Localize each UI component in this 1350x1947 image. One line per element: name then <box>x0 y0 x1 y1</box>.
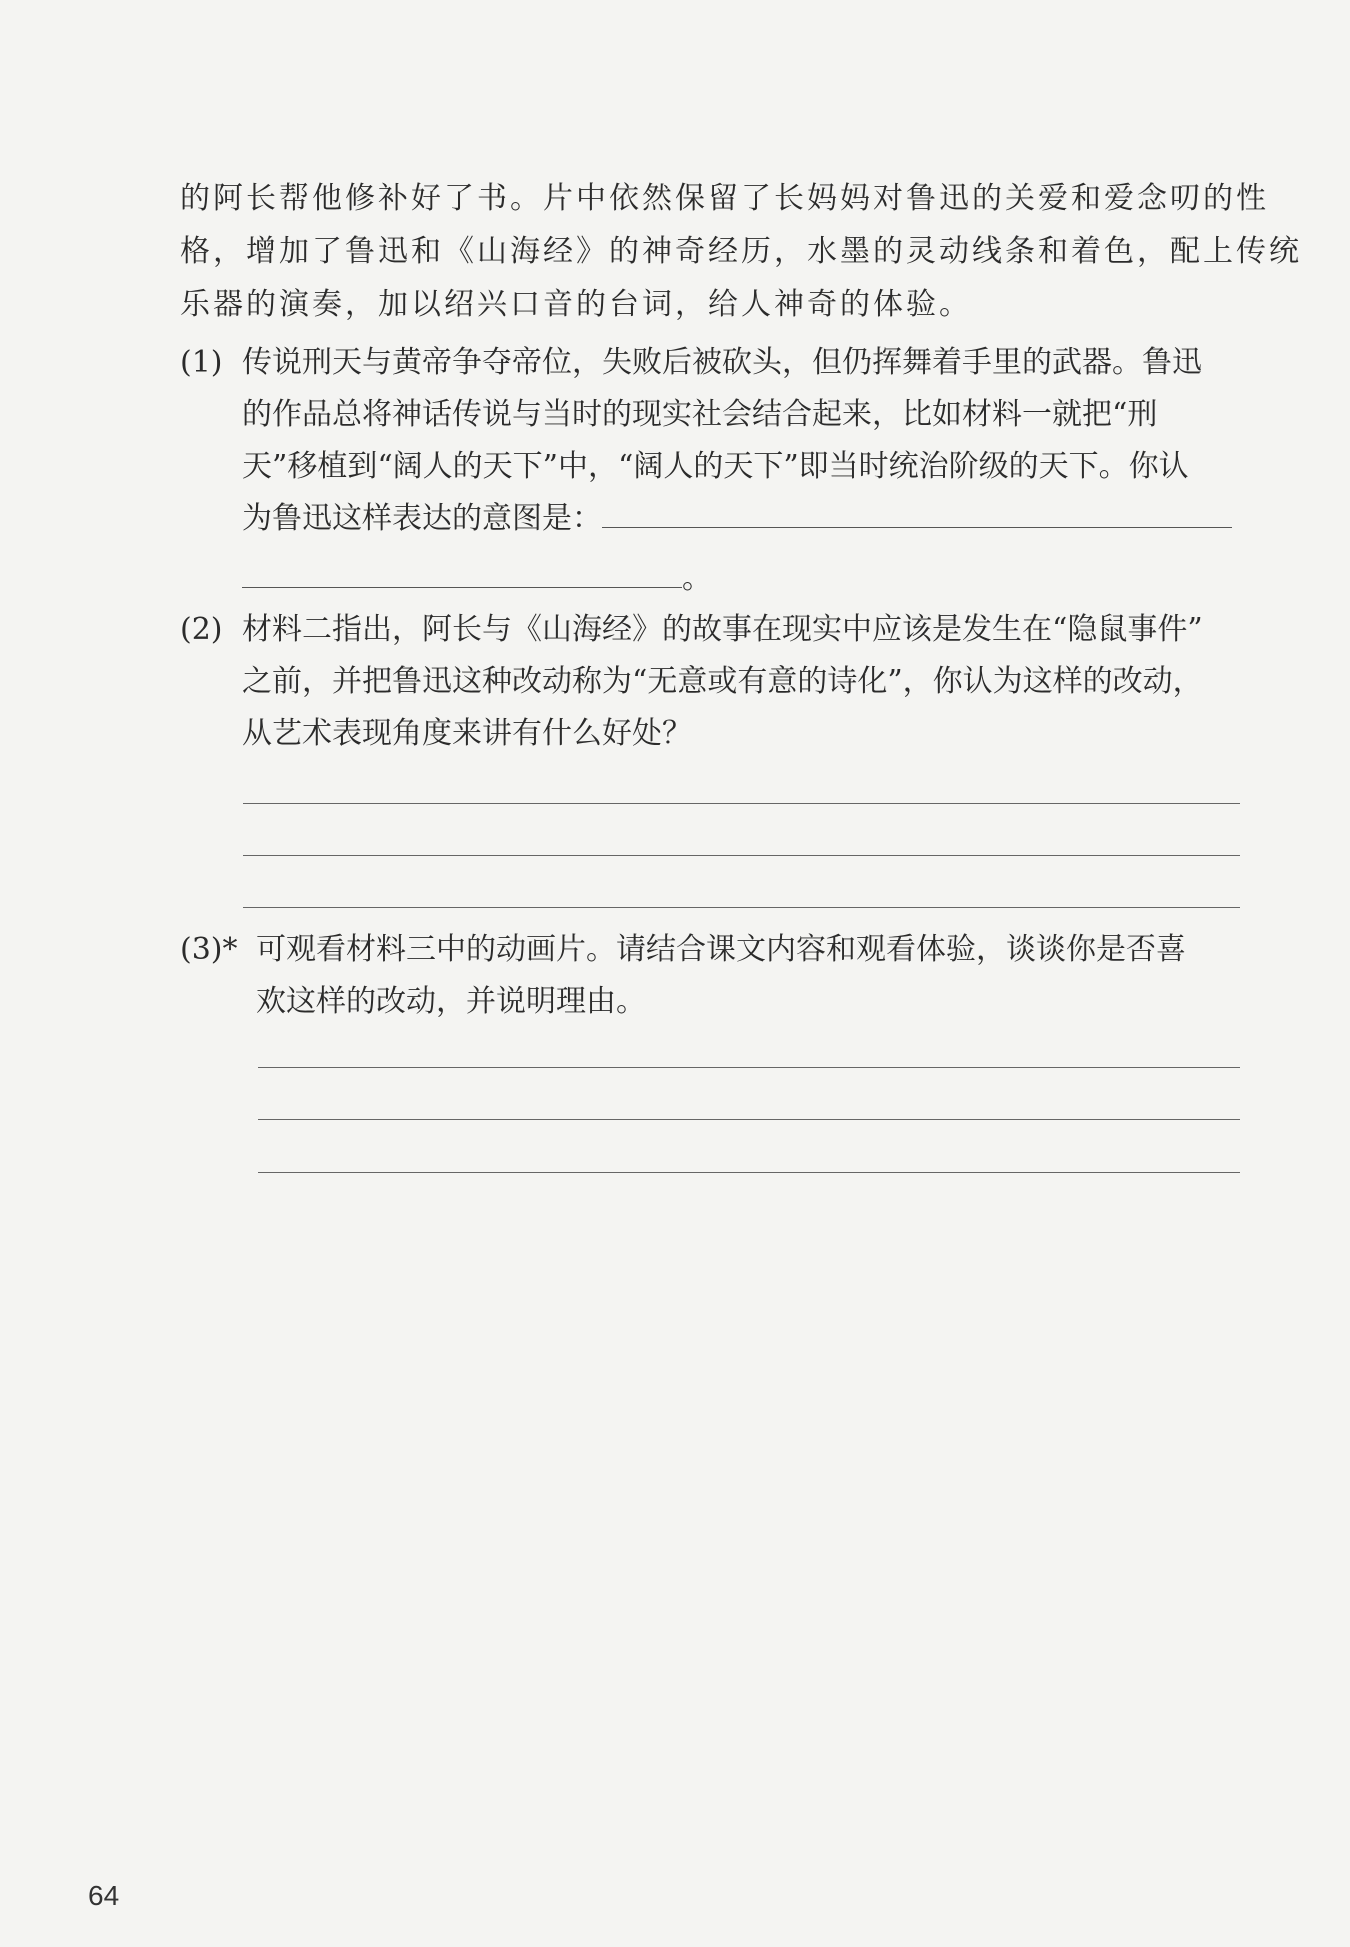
question-text-line: 传说刑天与黄帝争夺帝位，失败后被砍头，但仍挥舞着手里的武器。鲁迅 <box>242 345 1202 380</box>
answer-line[interactable] <box>243 803 1240 804</box>
question-text-line: 可观看材料三中的动画片。请结合课文内容和观看体验，谈谈你是否喜 <box>256 932 1186 967</box>
question-text-line <box>242 493 1242 545</box>
answer-line[interactable] <box>258 1067 1240 1068</box>
answer-prompt: 为鲁迅这样表达的意图是： <box>242 501 602 536</box>
question-text-line <box>242 553 1242 605</box>
intro-line: 格，增加了鲁迅和《山海经》的神奇经历，水墨的灵动线条和着色，配上传统 <box>180 234 1302 269</box>
answer-line[interactable] <box>258 1119 1240 1120</box>
question-number: (3)* <box>180 932 238 967</box>
question-text-line: 从艺术表现角度来讲有什么好处？ <box>242 716 692 751</box>
question-text-line: 之前，并把鲁迅这种改动称为“无意或有意的诗化”，你认为这样的改动， <box>242 664 1203 699</box>
question-number: (1) <box>180 345 223 380</box>
question-text-line: 的作品总将神话传说与当时的现实社会结合起来，比如材料一就把“刑 <box>242 397 1158 432</box>
answer-blank[interactable] <box>242 557 682 588</box>
answer-line[interactable] <box>243 855 1240 856</box>
answer-line[interactable] <box>258 1172 1240 1173</box>
intro-line: 的阿长帮他修补好了书。片中依然保留了长妈妈对鲁迅的关爱和爱念叨的性 <box>180 181 1269 216</box>
intro-paragraph <box>180 172 1302 331</box>
answer-blank[interactable] <box>602 497 1232 528</box>
question-text-line: 天”移植到“阔人的天下”中，“阔人的天下”即当时统治阶级的天下。你认 <box>242 449 1189 484</box>
question-number: (2) <box>180 612 223 647</box>
page-number: 64 <box>88 1880 120 1911</box>
answer-line[interactable] <box>243 907 1240 908</box>
question-text-line: 材料二指出，阿长与《山海经》的故事在现实中应该是发生在“隐鼠事件” <box>242 612 1203 647</box>
end-mark: 。 <box>682 561 712 596</box>
intro-line: 乐器的演奏，加以绍兴口音的台词，给人神奇的体验。 <box>180 287 972 322</box>
question-text-line: 欢这样的改动，并说明理由。 <box>256 984 646 1019</box>
